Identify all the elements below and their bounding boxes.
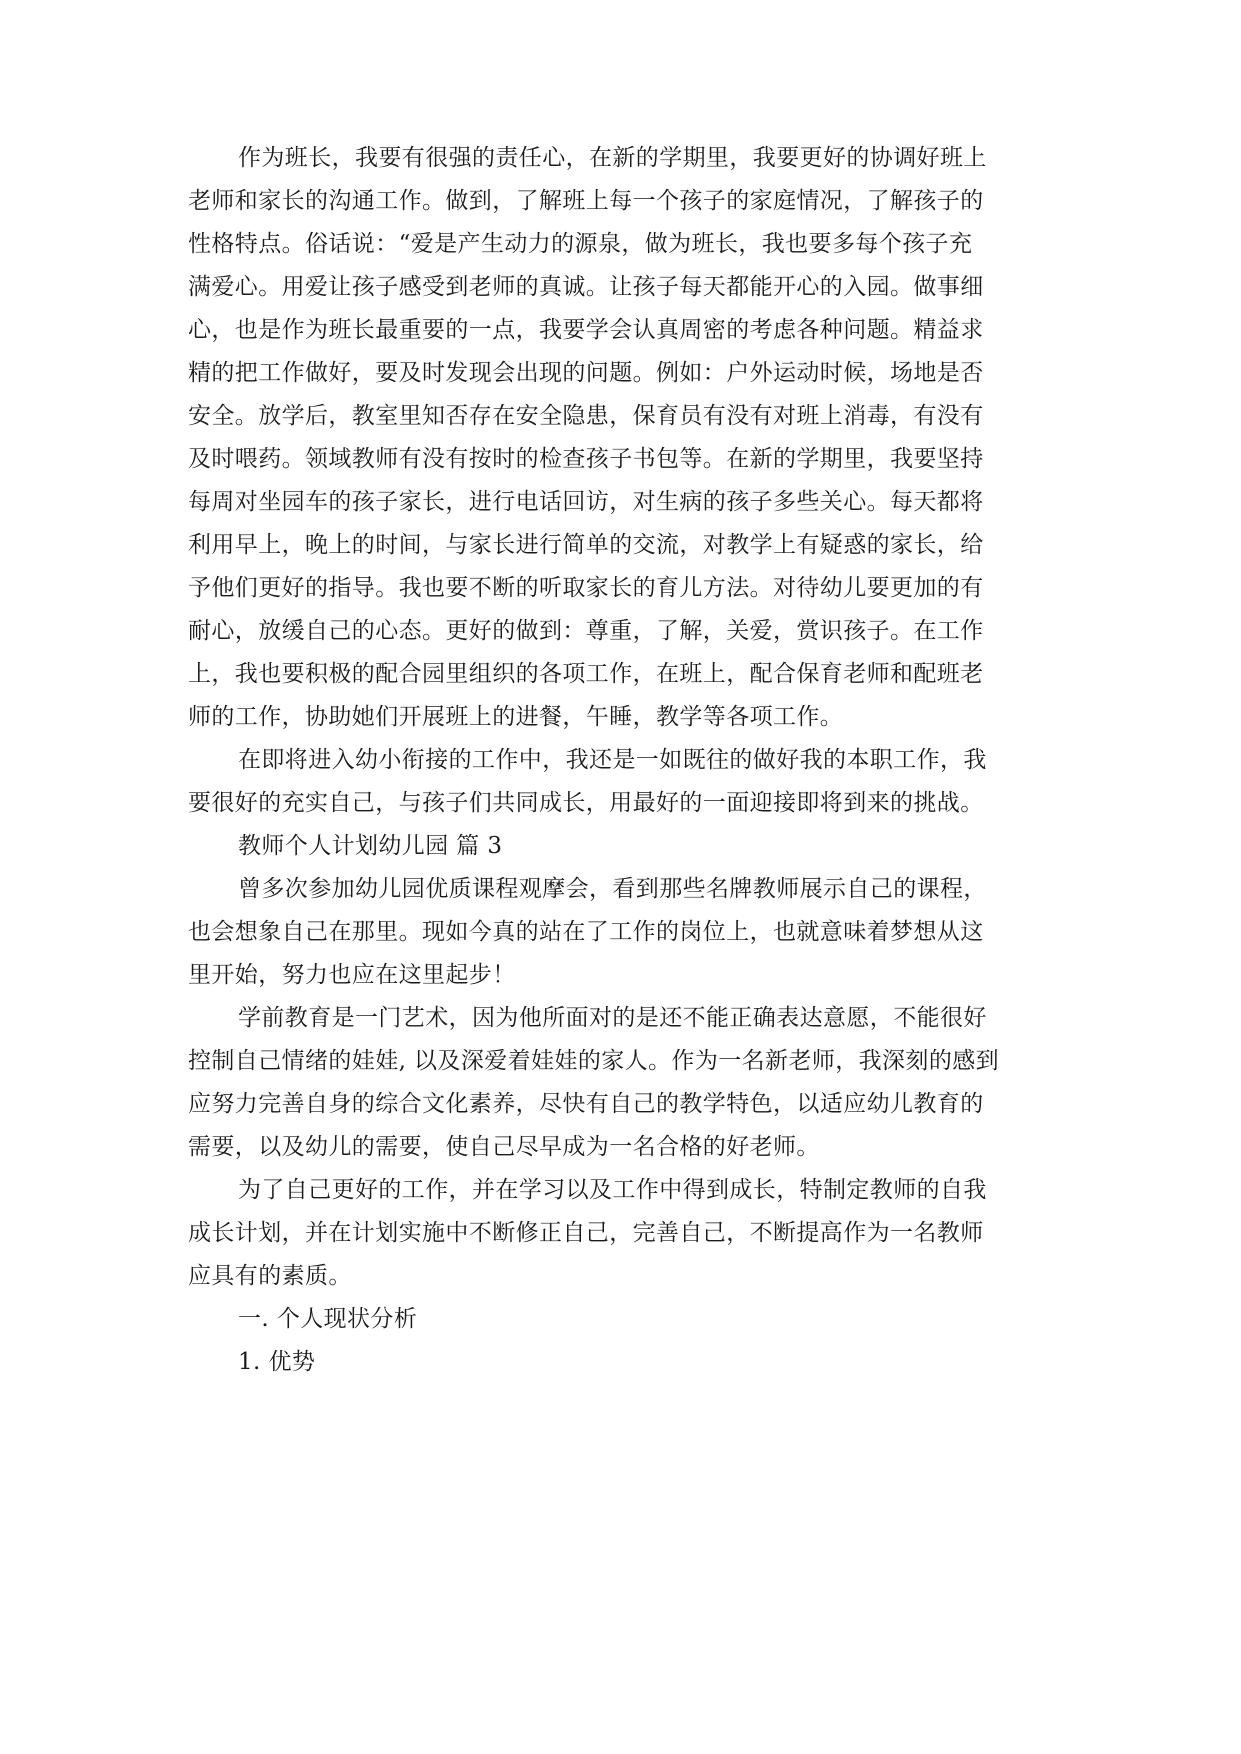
text-line: 精的把工作做好，要及时发现会出现的问题。例如：户外运动时候，场地是否 xyxy=(188,360,984,386)
section-heading: 教师个人计划幼儿园 篇 3 xyxy=(238,833,503,859)
text-line: 心，也是作为班长最重要的一点，我要学会认真周密的考虑各种问题。精益求 xyxy=(188,317,984,343)
subsection-heading: 1. 优势 xyxy=(238,1349,316,1375)
text-line: 成长计划，并在计划实施中不断修正自己，完善自己，不断提高作为一名教师 xyxy=(188,1220,984,1246)
text-line: 曾多次参加幼儿园优质课程观摩会，看到那些名牌教师展示自己的课程， xyxy=(238,876,987,902)
text-line: 学前教育是一门艺术，因为他所面对的是还不能正确表达意愿，不能很好 xyxy=(238,1005,987,1031)
text-line: 师的工作，协助她们开展班上的进餐，午睡，教学等各项工作。 xyxy=(188,704,844,730)
text-line: 及时喂药。领域教师有没有按时的检查孩子书包等。在新的学期里，我要坚持 xyxy=(188,446,984,472)
text-line: 应具有的素质。 xyxy=(188,1263,352,1289)
text-line: 性格特点。俗话说：“爱是产生动力的源泉，做为班长，我也要多每个孩子充 xyxy=(188,231,973,257)
section-heading: 一. 个人现状分析 xyxy=(238,1306,418,1332)
text-line: 为了自己更好的工作，并在学习以及工作中得到成长，特制定教师的自我 xyxy=(238,1177,987,1203)
text-line: 应努力完善自身的综合文化素养，尽快有自己的教学特色，以适应幼儿教育的 xyxy=(188,1091,984,1117)
text-line: 安全。放学后，教室里知否存在安全隐患，保育员有没有对班上消毒，有没有 xyxy=(188,403,984,429)
text-line: 也会想象自己在那里。现如今真的站在了工作的岗位上，也就意味着梦想从这 xyxy=(188,919,984,945)
text-line: 在即将进入幼小衔接的工作中，我还是一如既往的做好我的本职工作，我 xyxy=(238,747,987,773)
text-line: 要很好的充实自己，与孩子们共同成长，用最好的一面迎接即将到来的挑战。 xyxy=(188,790,984,816)
text-line: 满爱心。用爱让孩子感受到老师的真诚。让孩子每天都能开心的入园。做事细 xyxy=(188,274,984,300)
text-line: 作为班长，我要有很强的责任心，在新的学期里，我要更好的协调好班上 xyxy=(238,145,987,171)
text-line: 里开始，努力也应在这里起步！ xyxy=(188,962,516,988)
text-line: 上，我也要积极的配合园里组织的各项工作，在班上，配合保育老师和配班老 xyxy=(188,661,984,687)
text-line: 利用早上，晚上的时间，与家长进行简单的交流，对教学上有疑惑的家长，给 xyxy=(188,532,984,558)
text-line: 每周对坐园车的孩子家长，进行电话回访，对生病的孩子多些关心。每天都将 xyxy=(188,489,984,515)
text-line: 耐心，放缓自己的心态。更好的做到：尊重，了解，关爱，赏识孩子。在工作 xyxy=(188,618,984,644)
text-line: 老师和家长的沟通工作。做到，了解班上每一个孩子的家庭情况，了解孩子的 xyxy=(188,188,984,214)
text-line: 予他们更好的指导。我也要不断的听取家长的育儿方法。对待幼儿要更加的有 xyxy=(188,575,984,601)
text-line: 需要，以及幼儿的需要，使自己尽早成为一名合格的好老师。 xyxy=(188,1134,820,1160)
text-line: 控制自己情绪的娃娃, 以及深爱着娃娃的家人。作为一名新老师，我深刻的感到 xyxy=(188,1048,1000,1074)
